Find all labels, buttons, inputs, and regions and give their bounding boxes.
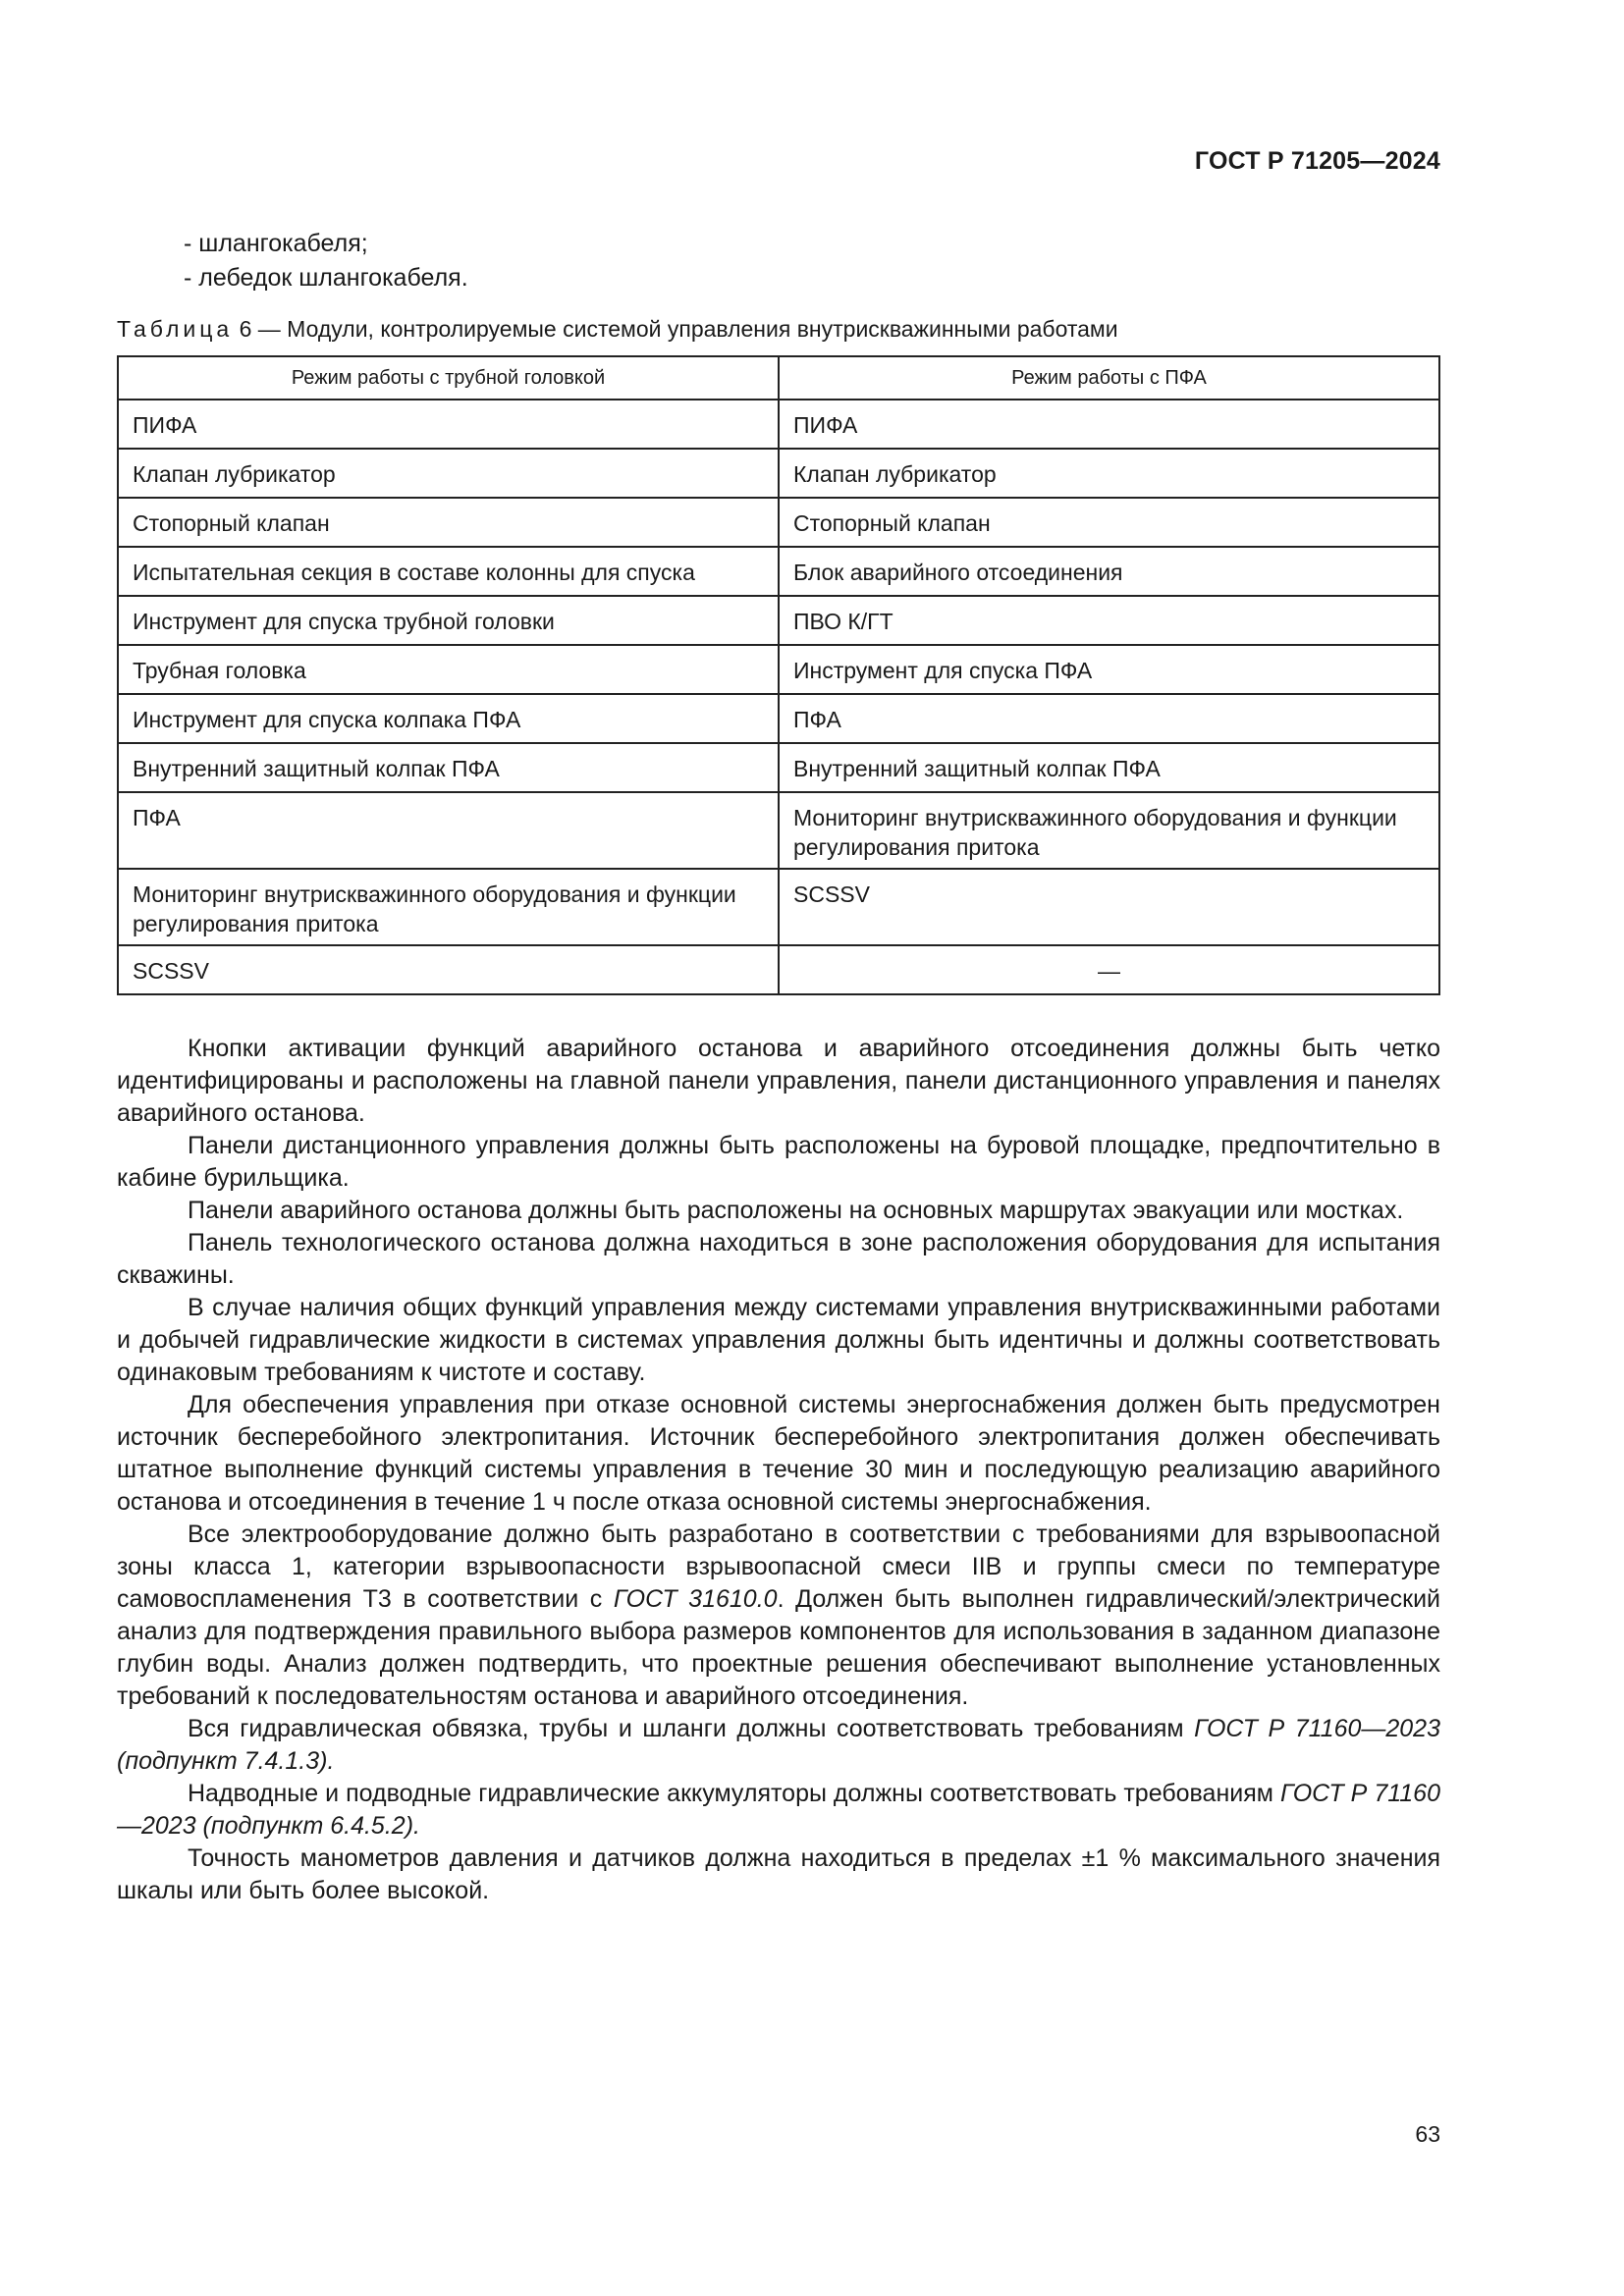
table-cell: Инструмент для спуска трубной головки <box>118 596 779 645</box>
table-row <box>118 792 1439 869</box>
table-cell: Инструмент для спуска колпака ПФА <box>118 694 779 743</box>
table-cell: SCSSV <box>779 869 1439 945</box>
standard-reference: ГОСТ Р 71160—2023 (подпункт 7.4.1.3). <box>117 1715 1440 1775</box>
paragraph: Точность манометров давления и датчиков должна находиться в пределах ±1 % максимального значения шкалы или быть более высокой. <box>117 1844 1440 1904</box>
paragraph-text: . Должен быть выполнен гидравлический/электрический анализ для подтверждения правильного выбора размеров компонентов для использования в заданном диапазоне глубин воды. Анализ должен подтвердить, что проектные решения обеспечивают выполнение установленных требований к последовательностям останова и аварийного отсоединения. <box>117 1585 1440 1710</box>
table-cell: ПФА <box>118 792 779 869</box>
column-header-tubing-head-mode: Режим работы с трубной головкой <box>118 356 779 400</box>
table-cell: Внутренний защитный колпак ПФА <box>118 743 779 792</box>
table-row <box>118 596 1439 645</box>
paragraph-text: Вся гидравлическая обвязка, трубы и шланги должны соответствовать требованиям <box>188 1715 1195 1742</box>
table-cell: — <box>779 945 1439 994</box>
table-cell: Мониторинг внутрискважинного оборудования и функции регулирования притока <box>779 792 1439 869</box>
paragraph <box>117 1713 1440 1778</box>
table-row <box>118 945 1439 994</box>
table-cell: Мониторинг внутрискважинного оборудования и функции регулирования притока <box>118 869 779 945</box>
table-cell: Блок аварийного отсоединения <box>779 547 1439 596</box>
table-cell: ПФА <box>779 694 1439 743</box>
table-row <box>118 869 1439 945</box>
table-cell: Клапан лубрикатор <box>118 449 779 498</box>
table-row <box>118 645 1439 694</box>
table-cell: Испытательная секция в составе колонны для спуска <box>118 547 779 596</box>
document-id-header: ГОСТ Р 71205—2024 <box>1194 147 1440 175</box>
table-row <box>118 400 1439 449</box>
table-cell: Трубная головка <box>118 645 779 694</box>
table-row <box>118 498 1439 547</box>
paragraph <box>117 1778 1440 1842</box>
list-item: - шлангокабеля; <box>184 230 368 257</box>
paragraph: Панели аварийного останова должны быть расположены на основных маршрутах эвакуации или мостках. <box>188 1197 1404 1224</box>
paragraph-text: Все электрооборудование должно быть разработано в соответствии с требованиями для взрывоопасной зоны класса 1, категории взрывоопасности взрывоопасной смеси IIB и группы смеси по температуре самовоспламенения Т3 в соответствии с <box>117 1521 1440 1613</box>
paragraph: Для обеспечения управления при отказе основной системы энергоснабжения должен быть предусмотрен источник бесперебойного электропитания. Источник бесперебойного электропитания должен обеспечивать штатное выполнение функций системы управления в течение 30 мин и последующую реализацию аварийного останова и отсоединения в течение 1 ч после отказа основной системы энергоснабжения. <box>117 1391 1440 1516</box>
page-number: 63 <box>1415 2121 1440 2147</box>
table-cell: Клапан лубрикатор <box>779 449 1439 498</box>
standard-reference: ГОСТ 31610.0 <box>613 1585 778 1613</box>
table-cell: SCSSV <box>118 945 779 994</box>
table-row <box>118 449 1439 498</box>
table-row <box>118 547 1439 596</box>
table-cell: Стопорный клапан <box>779 498 1439 547</box>
table-cell: ПВО К/ГТ <box>779 596 1439 645</box>
list-item: - лебедок шлангокабеля. <box>184 264 468 292</box>
table-cell: ПИФА <box>779 400 1439 449</box>
table-cell: ПИФА <box>118 400 779 449</box>
table-row <box>118 694 1439 743</box>
table-cell: Внутренний защитный колпак ПФА <box>779 743 1439 792</box>
column-header-pfa-mode: Режим работы с ПФА <box>779 356 1439 400</box>
table-header-row <box>118 356 1439 400</box>
standard-reference: ГОСТ Р 71160—2023 (подпункт 6.4.5.2). <box>117 1780 1440 1840</box>
paragraph: Панели дистанционного управления должны быть расположены на буровой площадке, предпочтительно в кабине бурильщика. <box>117 1132 1440 1192</box>
paragraph <box>117 1519 1440 1713</box>
modules-table <box>117 355 1440 995</box>
table-caption <box>117 316 1118 343</box>
table-caption-text: 6 — Модули, контролируемые системой управления внутрискважинными работами <box>233 316 1118 342</box>
paragraph: Кнопки активации функций аварийного останова и аварийного отсоединения должны быть четко идентифицированы и расположены на главной панели управления, панели дистанционного управления и панелях аварийного останова. <box>117 1035 1440 1127</box>
table-cell: Стопорный клапан <box>118 498 779 547</box>
paragraph-text: Надводные и подводные гидравлические аккумуляторы должны соответствовать требованиям <box>188 1780 1280 1807</box>
table-row <box>118 743 1439 792</box>
body-text <box>117 1033 1440 1907</box>
paragraph: В случае наличия общих функций управления между системами управления внутрискважинными работами и добычей гидравлические жидкости в системах управления должны быть идентичны и должны соответствовать одинаковым требованиям к чистоте и составу. <box>117 1294 1440 1386</box>
paragraph: Панель технологического останова должна находиться в зоне расположения оборудования для испытания скважины. <box>117 1229 1440 1289</box>
bullet-list <box>184 227 468 295</box>
table-caption-label: Таблица <box>117 316 234 342</box>
table-cell: Инструмент для спуска ПФА <box>779 645 1439 694</box>
